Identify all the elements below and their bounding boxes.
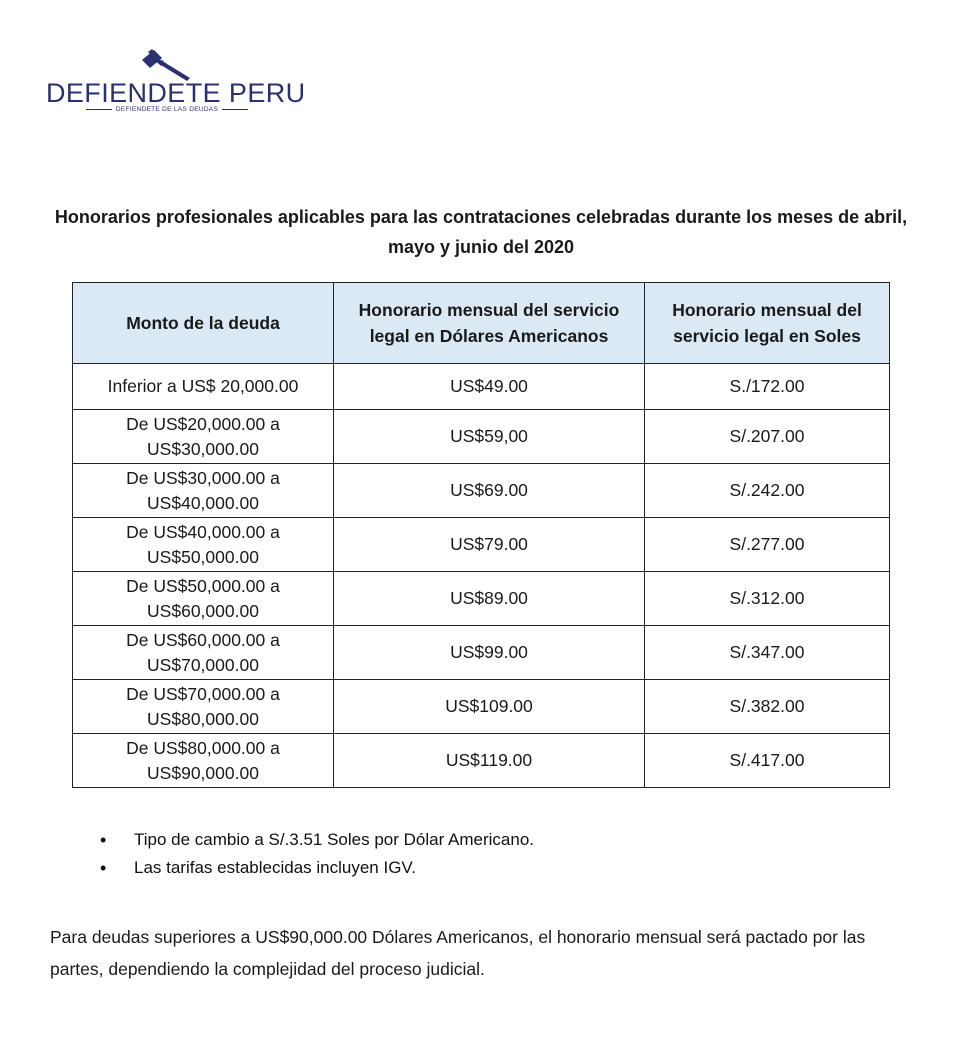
table-row	[73, 572, 890, 626]
logo-tagline: DEFIENDETE DE LAS DEUDAS	[60, 106, 274, 113]
fee-table	[72, 282, 890, 788]
fee-usd-cell: US$99.00	[334, 626, 645, 680]
header-fee-usd: Honorario mensual del servicio legal en Dólares Americanos	[334, 283, 645, 364]
gavel-icon	[138, 48, 192, 82]
debt-amount-cell: De US$70,000.00 a US$80,000.00	[73, 680, 334, 734]
fee-usd-cell: US$49.00	[334, 364, 645, 410]
fee-soles-cell: S/.347.00	[645, 626, 890, 680]
debt-amount-cell: De US$80,000.00 a US$90,000.00	[73, 734, 334, 788]
fee-soles-cell: S/.312.00	[645, 572, 890, 626]
table-row	[73, 364, 890, 410]
fee-usd-cell: US$109.00	[334, 680, 645, 734]
logo-name: DEFIENDETE PERU	[46, 78, 306, 108]
debt-amount-cell: De US$60,000.00 a US$70,000.00	[73, 626, 334, 680]
document-title: Honorarios profesionales aplicables para las contrataciones celebradas durante los meses de abril, mayo y junio del 2020	[54, 207, 908, 257]
header-debt-amount: Monto de la deuda	[73, 283, 334, 364]
closing-paragraph: Para deudas superiores a US$90,000.00 Dólares Americanos, el honorario mensual será pactado por las partes, dependiendo la complejidad del proceso judicial.	[50, 926, 866, 979]
fee-usd-cell: US$69.00	[334, 464, 645, 518]
debt-amount-cell: De US$20,000.00 a US$30,000.00	[73, 410, 334, 464]
fee-soles-cell: S/.277.00	[645, 518, 890, 572]
list-item: • Las tarifas establecidas incluyen IGV.	[100, 854, 534, 882]
fee-usd-cell: US$79.00	[334, 518, 645, 572]
fee-soles-cell: S/.207.00	[645, 410, 890, 464]
fee-soles-cell: S/.382.00	[645, 680, 890, 734]
debt-amount-cell: De US$50,000.00 a US$60,000.00	[73, 572, 334, 626]
table-row	[73, 680, 890, 734]
fee-soles-cell: S/.242.00	[645, 464, 890, 518]
table-row	[73, 464, 890, 518]
header-fee-soles: Honorario mensual del servicio legal en Soles	[645, 283, 890, 364]
company-logo	[46, 48, 306, 113]
fee-usd-cell: US$59,00	[334, 410, 645, 464]
table-row	[73, 518, 890, 572]
fee-soles-cell: S./172.00	[645, 364, 890, 410]
table-row	[73, 626, 890, 680]
table-row	[73, 734, 890, 788]
notes-list	[100, 826, 534, 882]
list-item: • Tipo de cambio a S/.3.51 Soles por Dólar Americano.	[100, 826, 534, 854]
fee-soles-cell: S/.417.00	[645, 734, 890, 788]
debt-amount-cell: De US$30,000.00 a US$40,000.00	[73, 464, 334, 518]
table-row	[73, 410, 890, 464]
debt-amount-cell: De US$40,000.00 a US$50,000.00	[73, 518, 334, 572]
debt-amount-cell: Inferior a US$ 20,000.00	[73, 364, 334, 410]
fee-usd-cell: US$89.00	[334, 572, 645, 626]
fee-usd-cell: US$119.00	[334, 734, 645, 788]
table-header-row	[73, 283, 890, 364]
